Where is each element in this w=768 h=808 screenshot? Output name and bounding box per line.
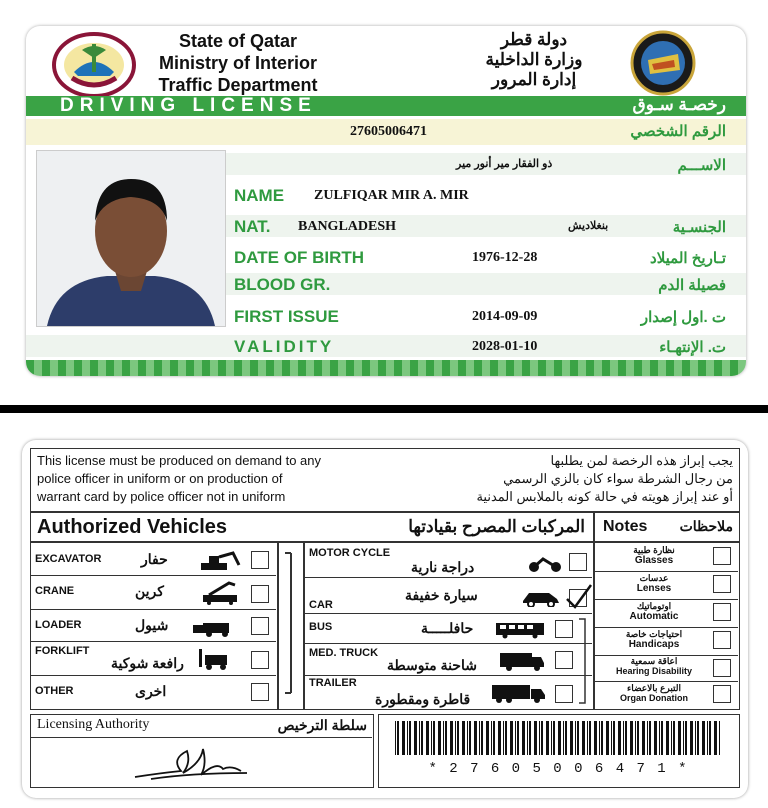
vehicle-bus: BUS حافلـــــة <box>305 615 592 644</box>
notice-ar-line-1: يجب إبراز هذه الرخصة لمن يطلبها <box>550 453 733 468</box>
barcode-box <box>378 714 740 788</box>
holder-photo <box>36 150 226 327</box>
nationality-row <box>226 215 746 237</box>
name-label-ar: الاســـم <box>677 157 726 174</box>
validity-label-ar: ت. الإنتهـاء <box>659 339 726 356</box>
note-organ-donation: التبرع بالاعضاء Organ Donation <box>595 681 738 709</box>
dob-row <box>226 246 746 268</box>
loader-icon <box>191 617 237 642</box>
nat-value-ar: بنغلاديش <box>568 220 609 232</box>
header-ministry-ar: وزارة الداخلية <box>485 50 583 69</box>
blood-label: BLOOD GR. <box>234 275 331 294</box>
nat-value: BANGLADESH <box>298 219 397 234</box>
barcode-text: * 2 7 6 0 5 0 0 6 4 7 1 * <box>428 761 689 777</box>
handicaps-checkbox[interactable] <box>713 631 731 649</box>
glasses-checkbox[interactable] <box>713 547 731 565</box>
organ-donation-checkbox[interactable] <box>713 685 731 703</box>
notice-ar-line-2: من رجال الشرطة سواء كان بالزي الرسمي <box>503 471 733 486</box>
vehicle-car: CAR سيارة خفيفة <box>305 579 592 614</box>
validity-label: VALIDITY <box>234 337 335 356</box>
note-glasses: نظارة طبية Glasses <box>595 543 738 572</box>
qatar-emblem-icon <box>52 32 136 98</box>
licensing-label: Licensing Authority <box>37 717 150 732</box>
header-state: State of Qatar <box>178 31 298 51</box>
notice-line-2: police officer in uniform or on production of <box>37 471 283 486</box>
authorized-title: Authorized Vehicles <box>37 516 228 538</box>
notice-line-1: This license must be produced on demand to any <box>37 453 322 468</box>
left-vehicles-box <box>30 542 278 710</box>
authorized-header <box>30 512 594 542</box>
validity-value: 2028-01-10 <box>472 339 538 354</box>
blood-row <box>226 273 746 295</box>
loader-checkbox[interactable] <box>251 617 269 635</box>
name-row <box>226 184 746 206</box>
automatic-checkbox[interactable] <box>713 603 731 621</box>
trailer-icon <box>491 683 547 708</box>
decorative-border <box>26 360 746 376</box>
notes-title-ar: ملاحظات <box>679 518 733 534</box>
forklift-icon <box>195 647 235 676</box>
crane-checkbox[interactable] <box>251 585 269 603</box>
header-department: Traffic Department <box>158 75 318 95</box>
motorcycle-icon <box>527 553 563 578</box>
header-ministry: Ministry of Interior <box>158 53 317 73</box>
name-value: ZULFIQAR MIR A. MIR <box>314 188 469 203</box>
first-issue-row <box>226 305 746 327</box>
license-front-card <box>26 26 746 376</box>
vehicle-forklift: FORKLIFT رافعة شوكية <box>31 643 276 676</box>
car-icon <box>521 587 561 612</box>
header-state-ar: دولة قطر <box>500 30 568 49</box>
other-checkbox[interactable] <box>251 683 269 701</box>
dob-label: DATE OF BIRTH <box>234 248 365 267</box>
note-automatic: اوتوماتيك Automatic <box>595 599 738 628</box>
licensing-label-ar: سلطة الترخيص <box>277 717 367 733</box>
note-lenses: عدسات Lenses <box>595 571 738 600</box>
barcode-image <box>395 721 725 760</box>
licensing-authority-box <box>30 714 374 788</box>
bus-checkbox[interactable] <box>555 620 573 638</box>
first-issue-label-ar: ت .اول إصدار <box>640 309 726 326</box>
notice-box <box>30 448 740 512</box>
vehicle-motorcycle: MOTOR CYCLE دراجة نارية <box>305 545 592 578</box>
car-check-mark-icon <box>563 581 593 616</box>
forklift-checkbox[interactable] <box>251 651 269 669</box>
vehicle-trailer: TRAILER قاطرة ومقطورة <box>305 677 592 709</box>
signature-image <box>131 743 251 788</box>
vehicle-excavator: EXCAVATOR حفار <box>31 545 276 576</box>
first-issue-label: FIRST ISSUE <box>234 307 339 326</box>
hearing-checkbox[interactable] <box>713 659 731 677</box>
bracket-column <box>278 542 304 710</box>
id-row <box>26 119 746 145</box>
notes-title: Notes <box>603 518 648 535</box>
lenses-checkbox[interactable] <box>713 575 731 593</box>
vehicle-med-truck: MED. TRUCK شاحنة متوسطة <box>305 645 592 676</box>
vehicle-loader: LOADER شيول <box>31 611 276 642</box>
right-vehicles-box <box>304 542 594 710</box>
trailer-checkbox[interactable] <box>555 685 573 703</box>
nat-label: NAT. <box>234 217 271 236</box>
vehicle-other: OTHER اخرى <box>31 677 276 707</box>
bus-icon <box>495 621 545 644</box>
notice-ar-line-3: أو عند إبراز هويته في حالة كونه بالملابس المدنية <box>476 489 733 504</box>
blood-label-ar: فصيلة الدم <box>658 277 726 294</box>
motorcycle-checkbox[interactable] <box>569 553 587 571</box>
crane-icon <box>199 581 241 610</box>
right-bracket <box>575 615 589 712</box>
header-department-ar: إدارة المرور <box>491 70 577 89</box>
excavator-checkbox[interactable] <box>251 551 269 569</box>
first-issue-value: 2014-09-09 <box>472 309 538 324</box>
vehicle-crane: CRANE كرين <box>31 577 276 610</box>
id-number: 27605006471 <box>350 124 427 139</box>
truck-icon <box>499 651 545 676</box>
notice-line-3: warrant card by police officer not in uniform <box>37 489 286 504</box>
note-handicaps: احتياجات خاصة Handicaps <box>595 627 738 656</box>
validity-row <box>26 335 746 357</box>
authorized-title-ar: المركبات المصرح بقيادتها <box>408 517 585 536</box>
dob-value: 1976-12-28 <box>472 250 538 265</box>
nat-label-ar: الجنسـية <box>672 219 726 236</box>
notes-header <box>594 512 740 542</box>
note-hearing: اعاقة سمعية Hearing Disability <box>595 655 738 682</box>
name-label: NAME <box>234 186 285 205</box>
license-title-band <box>26 96 746 116</box>
gcc-emblem-icon <box>630 30 696 96</box>
id-label-ar: الرقم الشخصي <box>630 123 726 140</box>
excavator-icon <box>199 551 241 576</box>
dob-label-ar: تـاريخ الميلاد <box>650 250 726 267</box>
license-title-ar: رخصـة سـوق <box>632 95 726 114</box>
name-ar-row <box>226 153 746 175</box>
separator-bar <box>0 405 768 413</box>
license-back-card <box>22 440 748 798</box>
license-title: DRIVING LICENSE <box>60 95 317 116</box>
med-truck-checkbox[interactable] <box>555 651 573 669</box>
notes-box <box>594 542 740 710</box>
name-ar-value: ذو الفقار مير أنور مير <box>456 158 553 170</box>
